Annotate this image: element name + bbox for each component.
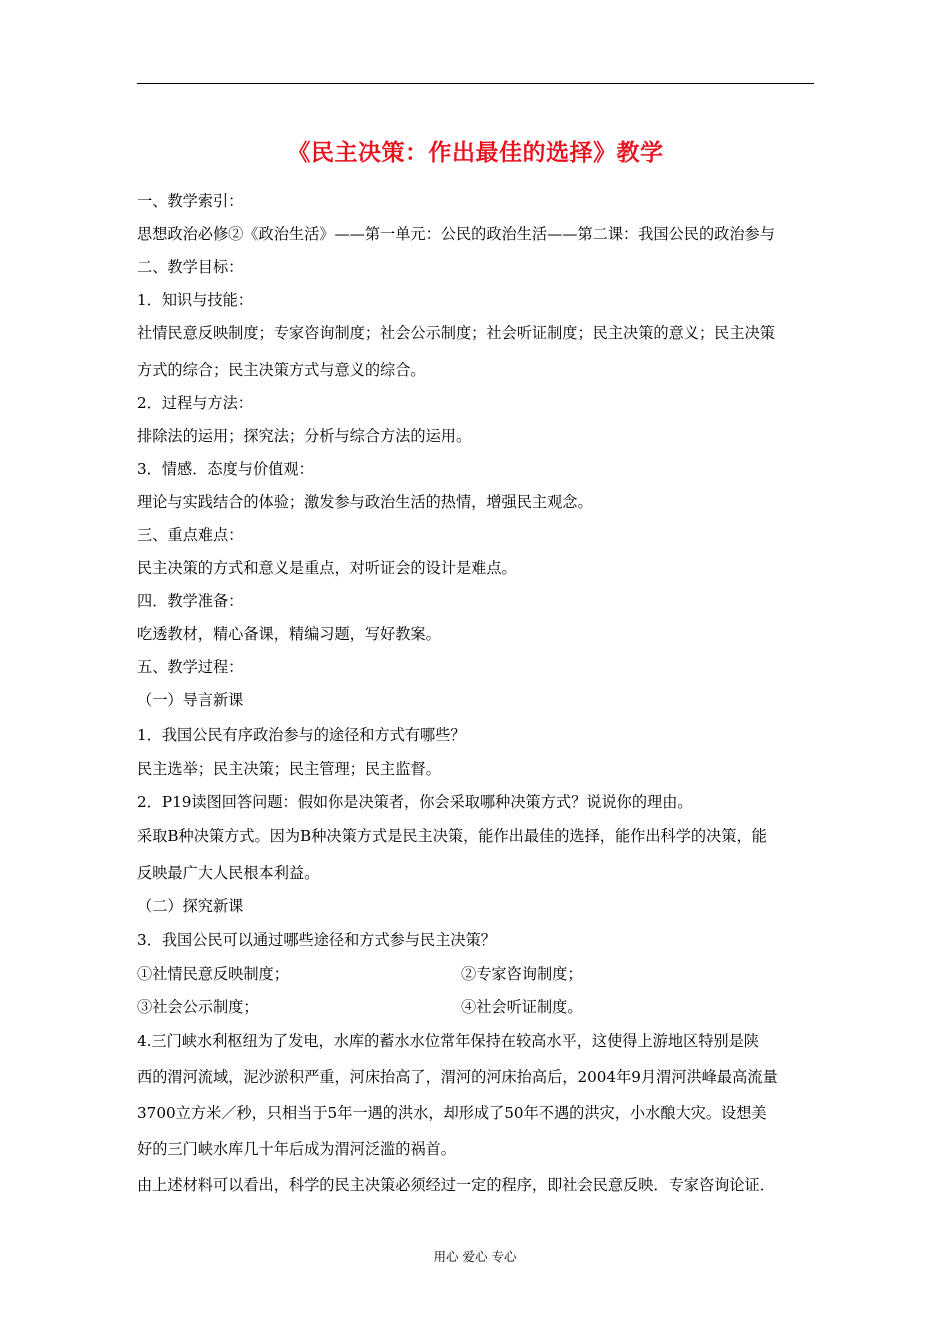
question-line: 2．P19读图回答问题：假如你是决策者，你会采取哪种决策方式？说说你的理由。 bbox=[137, 793, 693, 811]
text-line: 吃透教材，精心备课，精编习题，写好教案。 bbox=[137, 625, 441, 643]
paragraph-line: 3700立方米／秒，只相当于5年一遇的洪水，却形成了50年不遇的洪灾，小水酿大灾。设想美 bbox=[137, 1104, 767, 1122]
answer-line: 民主选举；民主决策；民主管理；民主监督。 bbox=[137, 760, 441, 778]
section-heading: 二、教学目标： bbox=[137, 258, 244, 276]
question-line: 3．我国公民可以通过哪些途径和方式参与民主决策？ bbox=[137, 931, 496, 949]
text-line: 方式的综合；民主决策方式与意义的综合。 bbox=[137, 361, 426, 379]
section-heading: 一、教学索引： bbox=[137, 192, 244, 210]
list-row bbox=[137, 997, 583, 1017]
page-footer: 用心 爱心 专心 bbox=[433, 1249, 517, 1264]
list-item: ②专家咨询制度； bbox=[461, 965, 583, 983]
subheading: 3．情感．态度与价值观： bbox=[137, 460, 314, 478]
paragraph-line: 由上述材料可以看出，科学的民主决策必须经过一定的程序，即社会民意反映．专家咨询论证． bbox=[137, 1176, 775, 1194]
list-row bbox=[137, 964, 583, 984]
paragraph-line: 好的三门峡水库几十年后成为渭河泛滥的祸首。 bbox=[137, 1140, 456, 1158]
subheading: 2．过程与方法： bbox=[137, 394, 253, 412]
document-title: 《民主决策：作出最佳的选择》教学 bbox=[287, 140, 664, 166]
text-line: 民主决策的方式和意义是重点，对听证会的设计是难点。 bbox=[137, 559, 517, 577]
list-item: ④社会听证制度。 bbox=[461, 998, 583, 1016]
text-line: 思想政治必修②《政治生活》——第一单元：公民的政治生活——第二课：我国公民的政治参与 bbox=[137, 225, 775, 243]
section-heading: 三、重点难点： bbox=[137, 526, 244, 544]
list-item: ①社情民意反映制度； bbox=[137, 965, 289, 983]
answer-line: 反映最广大人民根本利益。 bbox=[137, 864, 320, 882]
paragraph-line: 西的渭河流域，泥沙淤积严重，河床抬高了，渭河的河床抬高后，2004年9月渭河洪峰最高流量 bbox=[137, 1068, 778, 1086]
subheading: （一）导言新课 bbox=[137, 691, 244, 709]
paragraph-line: 4.三门峡水利枢纽为了发电，水库的蓄水水位常年保持在较高水平，这使得上游地区特别是陕 bbox=[137, 1032, 759, 1050]
question-line: 1．我国公民有序政治参与的途径和方式有哪些？ bbox=[137, 726, 466, 744]
text-line: 理论与实践结合的体验；激发参与政治生活的热情，增强民主观念。 bbox=[137, 493, 593, 511]
subheading: （二）探究新课 bbox=[137, 897, 244, 915]
text-line: 排除法的运用；探究法；分析与综合方法的运用。 bbox=[137, 427, 472, 445]
section-heading: 四．教学准备： bbox=[137, 592, 244, 610]
section-heading: 五、教学过程： bbox=[137, 658, 244, 676]
text-line: 社情民意反映制度；专家咨询制度；社会公示制度；社会听证制度；民主决策的意义；民主决策 bbox=[137, 324, 775, 342]
answer-line: 采取B种决策方式。因为B种决策方式是民主决策，能作出最佳的选择，能作出科学的决策，能 bbox=[137, 827, 767, 845]
header-rule bbox=[137, 83, 814, 84]
subheading: 1．知识与技能： bbox=[137, 291, 253, 309]
list-item: ③社会公示制度； bbox=[137, 998, 259, 1016]
